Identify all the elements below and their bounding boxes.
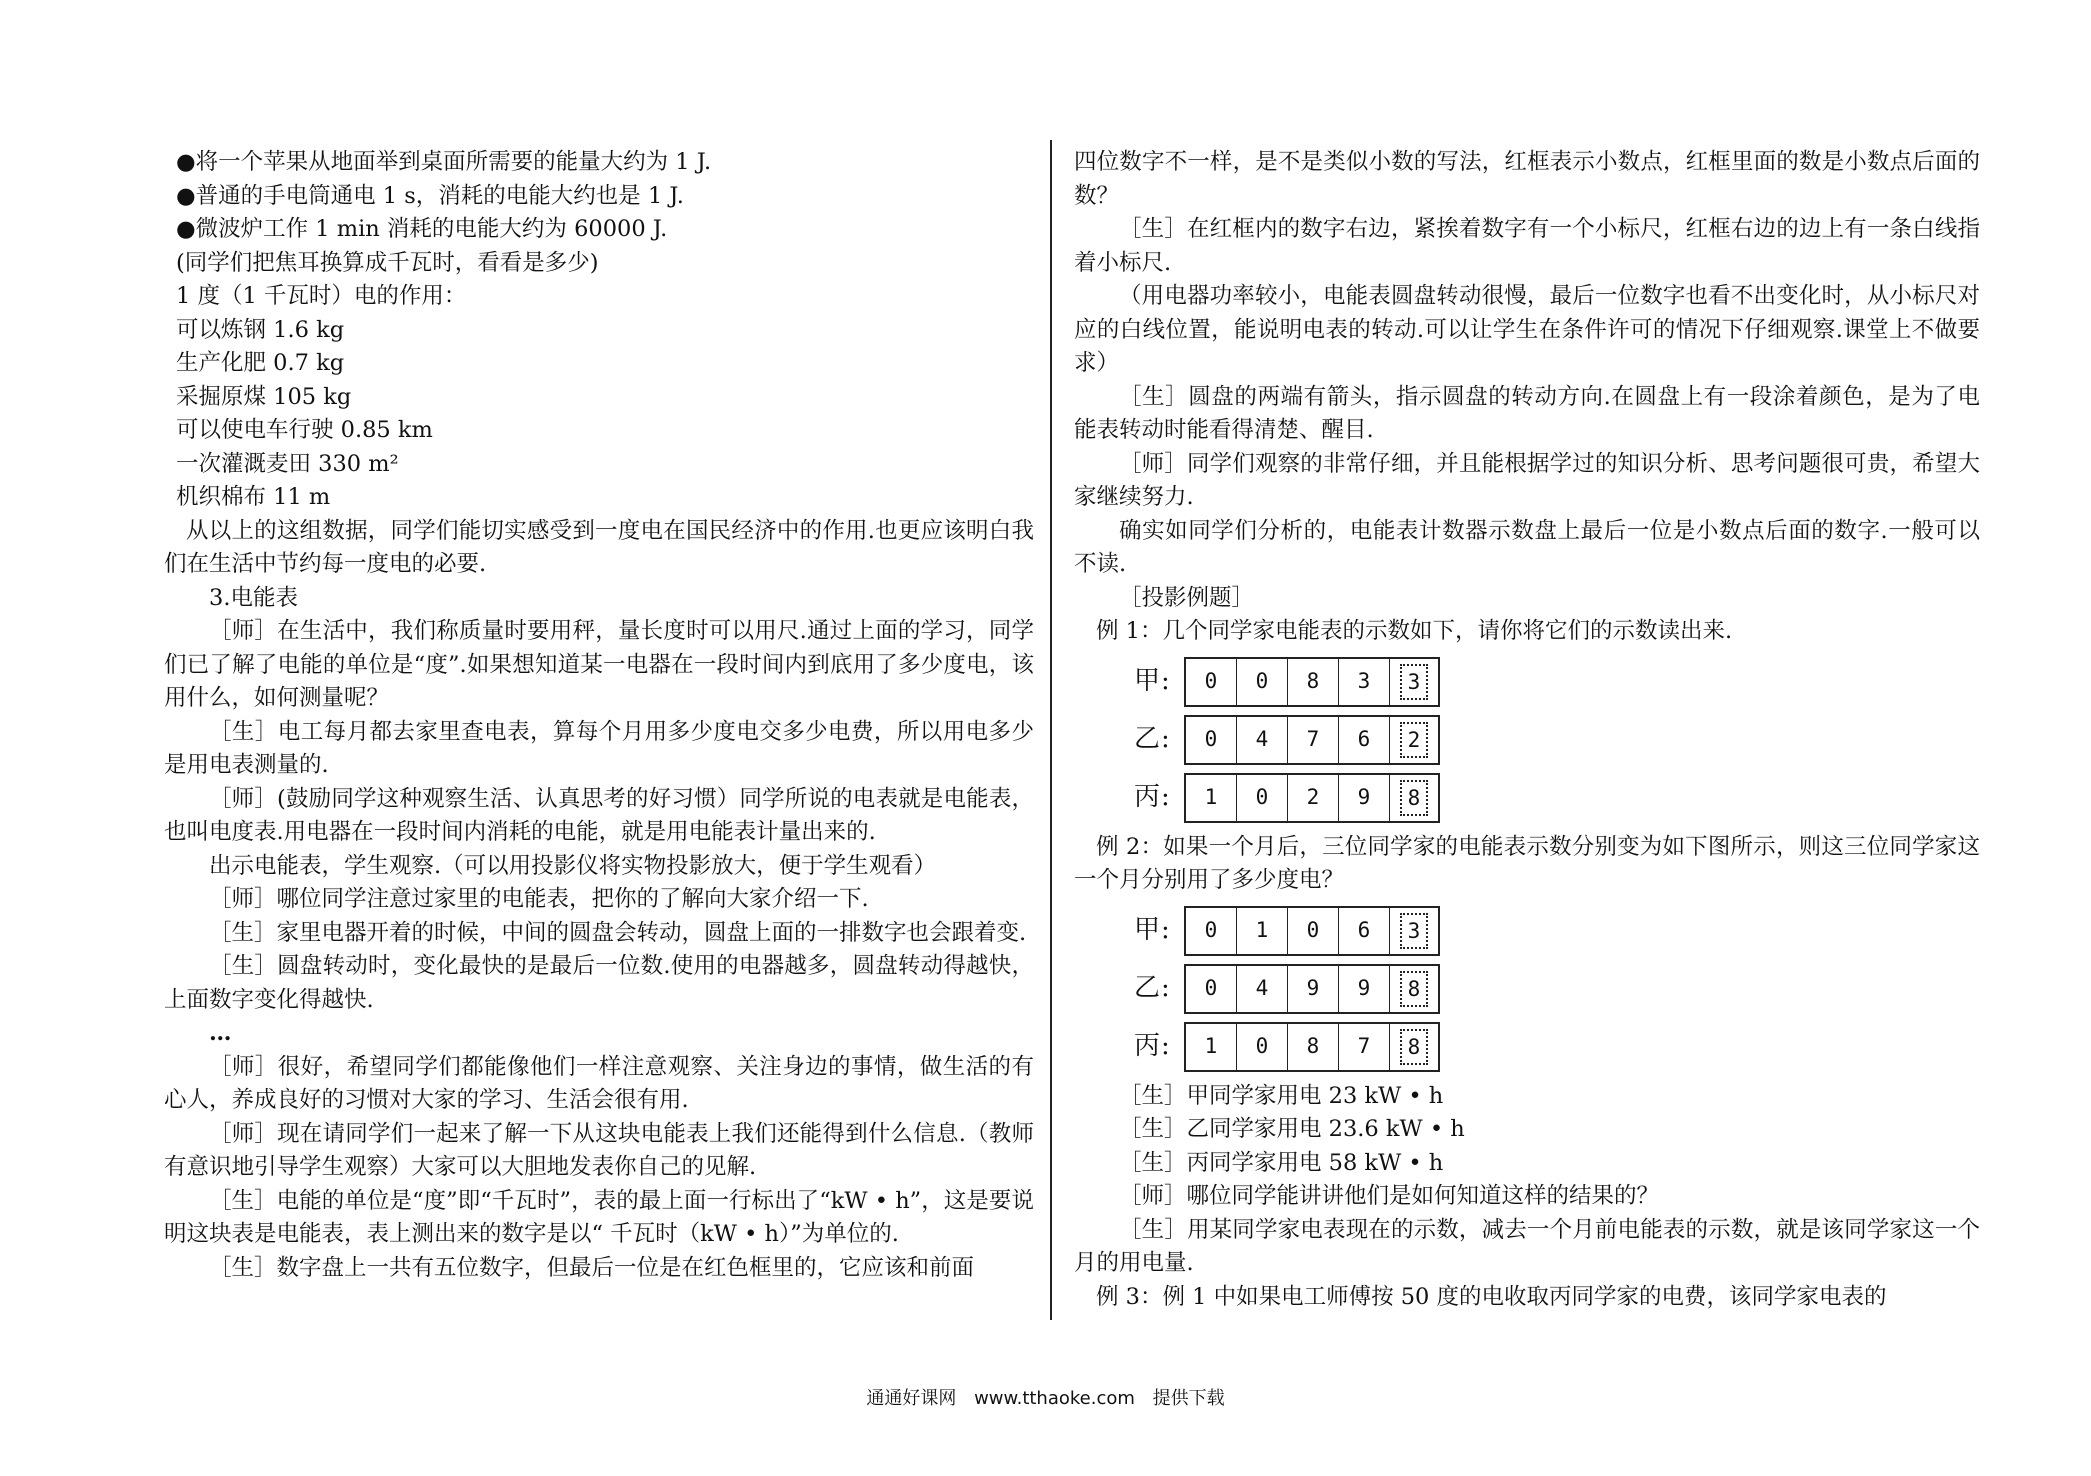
meter-decimal-value: 8 (1400, 780, 1428, 816)
meter-decimal-digit (1390, 1024, 1438, 1070)
dialogue-paragraph: ［师］现在请同学们一起来了解一下从这块电能表上我们还能得到什么信息.（教师有意识地引导学生观察）大家可以大胆地发表你自己的见解. (164, 1120, 1034, 1180)
example-2: 例 2：如果一个月后，三位同学家的电能表示数分别变为如下图所示，则这三位同学家这一个月分别用了多少度电？ (1074, 833, 1980, 893)
meter-digit: 0 (1186, 659, 1237, 705)
meter-digit: 3 (1339, 659, 1390, 705)
meter-decimal-value: 3 (1400, 913, 1428, 949)
meter-row (1134, 657, 1980, 707)
use-item: 生产化肥 0.7 kg (176, 350, 345, 376)
answer-paragraph: ［生］用某同学家电表现在的示数，减去一个月前电能表的示数，就是该同学家这一个月的用电量. (1074, 1216, 1980, 1276)
bullet-line: ●将一个苹果从地面举到桌面所需要的能量大约为 1 J. (176, 149, 712, 175)
dialogue-paragraph: ［生］在红框内的数字右边，紧挨着数字有一个小标尺，红框右边的边上有一条白线指着小标尺. (1074, 216, 1980, 276)
meter-digit: 9 (1339, 966, 1390, 1012)
meter-label: 甲: (1134, 665, 1171, 696)
section-heading: 3.电能表 (209, 584, 298, 611)
dialogue-paragraph: ［生］圆盘的两端有箭头，指示圆盘的转动方向.在圆盘上有一段涂着颜色，是为了电能表转动时能看得清楚、醒目. (1074, 383, 1980, 443)
meter-digit: 0 (1288, 908, 1339, 954)
dialogue-paragraph: 确实如同学们分析的，电能表计数器示数盘上最后一位是小数点后面的数字.一般可以不读. (1074, 517, 1980, 577)
answer-line: ［生］丙同学家用电 58 kW • h (1119, 1149, 1444, 1176)
answer-line: ［生］甲同学家用电 23 kW • h (1119, 1082, 1444, 1109)
summary-paragraph: 从以上的这组数据，同学们能切实感受到一度电在国民经济中的作用.也更应该明白我们在生活中节约每一度电的必要. (164, 517, 1034, 577)
dialogue-paragraph: ［师］同学们观察的非常仔细，并且能根据学过的知识分析、思考问题很可贵，希望大家继续努力. (1074, 450, 1980, 510)
meter-digit: 9 (1288, 966, 1339, 1012)
meter-row (1134, 1022, 1980, 1072)
meter-decimal-digit (1390, 775, 1438, 821)
projection-heading: ［投影例题］ (1119, 584, 1255, 611)
meter-digit: 0 (1186, 966, 1237, 1012)
meter-digit: 8 (1288, 659, 1339, 705)
use-item: 机织棉布 11 m (176, 484, 331, 510)
meter-decimal-digit (1390, 966, 1438, 1012)
meter-decimal-digit (1390, 659, 1438, 705)
footer-url: www.tthaoke.com (974, 1388, 1135, 1409)
meter-digit: 7 (1339, 1024, 1390, 1070)
meter-label: 丙: (1134, 781, 1171, 812)
dialogue-paragraph: 出示电能表，学生观察.（可以用投影仪将实物投影放大，便于学生观看） (209, 852, 937, 879)
meter-digit: 0 (1186, 717, 1237, 763)
dialogue-paragraph: ［生］电能的单位是“度”即“千瓦时”，表的最上面一行标出了“kW • h”，这是要说明这块表是电能表，表上测出来的数字是以“ 千瓦时（kW • h）”为单位的. (164, 1187, 1034, 1247)
answer-line: ［生］乙同学家用电 23.6 kW • h (1119, 1116, 1465, 1142)
footer-site-name: 通通好课网 (866, 1388, 957, 1409)
meter-digit: 1 (1186, 1024, 1237, 1070)
meter-display (1184, 1022, 1440, 1072)
meter-digit: 8 (1288, 1024, 1339, 1070)
page-footer (0, 1384, 2091, 1410)
use-item: 一次灌溉麦田 330 m² (176, 450, 399, 477)
bullet-line: ●普通的手电筒通电 1 s，消耗的电能大约也是 1 J. (176, 182, 684, 209)
meter-label: 乙: (1134, 972, 1171, 1003)
use-item: 采掘原煤 105 kg (176, 383, 352, 410)
uses-heading: 1 度（1 千瓦时）电的作用： (176, 283, 467, 309)
meter-row (1134, 964, 1980, 1014)
meter-display (1184, 906, 1440, 956)
meter-digit: 0 (1186, 908, 1237, 954)
meter-digit: 1 (1186, 775, 1237, 821)
use-item: 可以使电车行驶 0.85 km (176, 417, 433, 443)
left-column (164, 146, 1034, 1285)
meter-decimal-value: 2 (1400, 722, 1428, 758)
dialogue-paragraph: ［生］圆盘转动时，变化最快的是最后一位数.使用的电器越多，圆盘转动得越快，上面数字变化得越快. (164, 953, 1034, 1013)
meter-digit: 2 (1288, 775, 1339, 821)
dialogue-paragraph: ［生］电工每月都去家里查电表，算每个月用多少度电交多少电费，所以用电多少是用电表测量的. (164, 718, 1034, 778)
dialogue-paragraph: ［师］在生活中，我们称质量时要用秤，量长度时可以用尺.通过上面的学习，同学们已了解了电能的单位是“度”.如果想知道某一电器在一段时间内到底用了多少度电，该用什么，如何测量呢？ (164, 618, 1034, 711)
question-line: ［师］哪位同学能讲讲他们是如何知道这样的结果的？ (1119, 1183, 1660, 1209)
meter-decimal-digit (1390, 717, 1438, 763)
example-1: 例 1：几个同学家电能表的示数如下，请你将它们的示数读出来. (1096, 618, 1733, 644)
right-column (1074, 146, 1980, 1314)
meter-digit: 0 (1237, 659, 1288, 705)
meter-decimal-value: 8 (1400, 971, 1428, 1007)
meter-digit: 4 (1237, 717, 1288, 763)
footer-tail: 提供下载 (1152, 1388, 1225, 1409)
meter-label: 甲: (1134, 914, 1171, 945)
meter-digit: 1 (1237, 908, 1288, 954)
meter-decimal-value: 3 (1400, 664, 1428, 700)
ellipsis: … (209, 1020, 230, 1046)
meter-display (1184, 657, 1440, 707)
meter-digit: 0 (1237, 1024, 1288, 1070)
meter-label: 乙: (1134, 723, 1171, 754)
bullet-line: ●微波炉工作 1 min 消耗的电能大约为 60000 J. (176, 216, 668, 242)
dialogue-paragraph: ［师］哪位同学注意过家里的电能表，把你的了解向大家介绍一下. (209, 886, 869, 912)
meter-digit: 6 (1339, 908, 1390, 954)
meter-group-example-1 (1134, 657, 1980, 823)
column-divider (1050, 140, 1052, 1320)
use-item: 可以炼钢 1.6 kg (176, 316, 345, 343)
dialogue-paragraph: ［师］(鼓励同学这种观察生活、认真思考的好习惯）同学所说的电表就是电能表，也叫电度表.用电器在一段时间内消耗的电能，就是用电能表计量出来的. (164, 785, 1034, 845)
meter-display (1184, 964, 1440, 1014)
meter-decimal-value: 8 (1400, 1029, 1428, 1065)
meter-row (1134, 715, 1980, 765)
meter-digit: 9 (1339, 775, 1390, 821)
meter-row (1134, 773, 1980, 823)
dialogue-paragraph: ［生］家里电器开着的时候，中间的圆盘会转动，圆盘上面的一排数字也会跟着变. (209, 919, 1027, 946)
meter-digit: 7 (1288, 717, 1339, 763)
dialogue-paragraph: （用电器功率较小，电能表圆盘转动很慢，最后一位数字也看不出变化时，从小标尺对应的白线位置，能说明电表的转动.可以让学生在条件许可的情况下仔细观察.课堂上不做要求） (1074, 283, 1980, 376)
meter-digit: 4 (1237, 966, 1288, 1012)
example-3: 例 3：例 1 中如果电工师傅按 50 度的电收取丙同学家的电费，该同学家电表的 (1096, 1283, 1887, 1310)
meter-display (1184, 715, 1440, 765)
meter-display (1184, 773, 1440, 823)
continued-paragraph: 四位数字不一样，是不是类似小数的写法，红框表示小数点，红框里面的数是小数点后面的数？ (1074, 149, 1980, 209)
note-line: (同学们把焦耳换算成千瓦时，看看是多少) (176, 249, 599, 276)
meter-group-example-2 (1134, 906, 1980, 1072)
dialogue-paragraph: ［生］数字盘上一共有五位数字，但最后一位是在红色框里的，它应该和前面 (209, 1254, 975, 1281)
meter-label: 丙: (1134, 1030, 1171, 1061)
meter-digit: 6 (1339, 717, 1390, 763)
dialogue-paragraph: ［师］很好，希望同学们都能像他们一样注意观察、关注身边的事情，做生活的有心人，养成良好的习惯对大家的学习、生活会很有用. (164, 1053, 1034, 1113)
meter-digit: 0 (1237, 775, 1288, 821)
meter-decimal-digit (1390, 908, 1438, 954)
meter-row (1134, 906, 1980, 956)
